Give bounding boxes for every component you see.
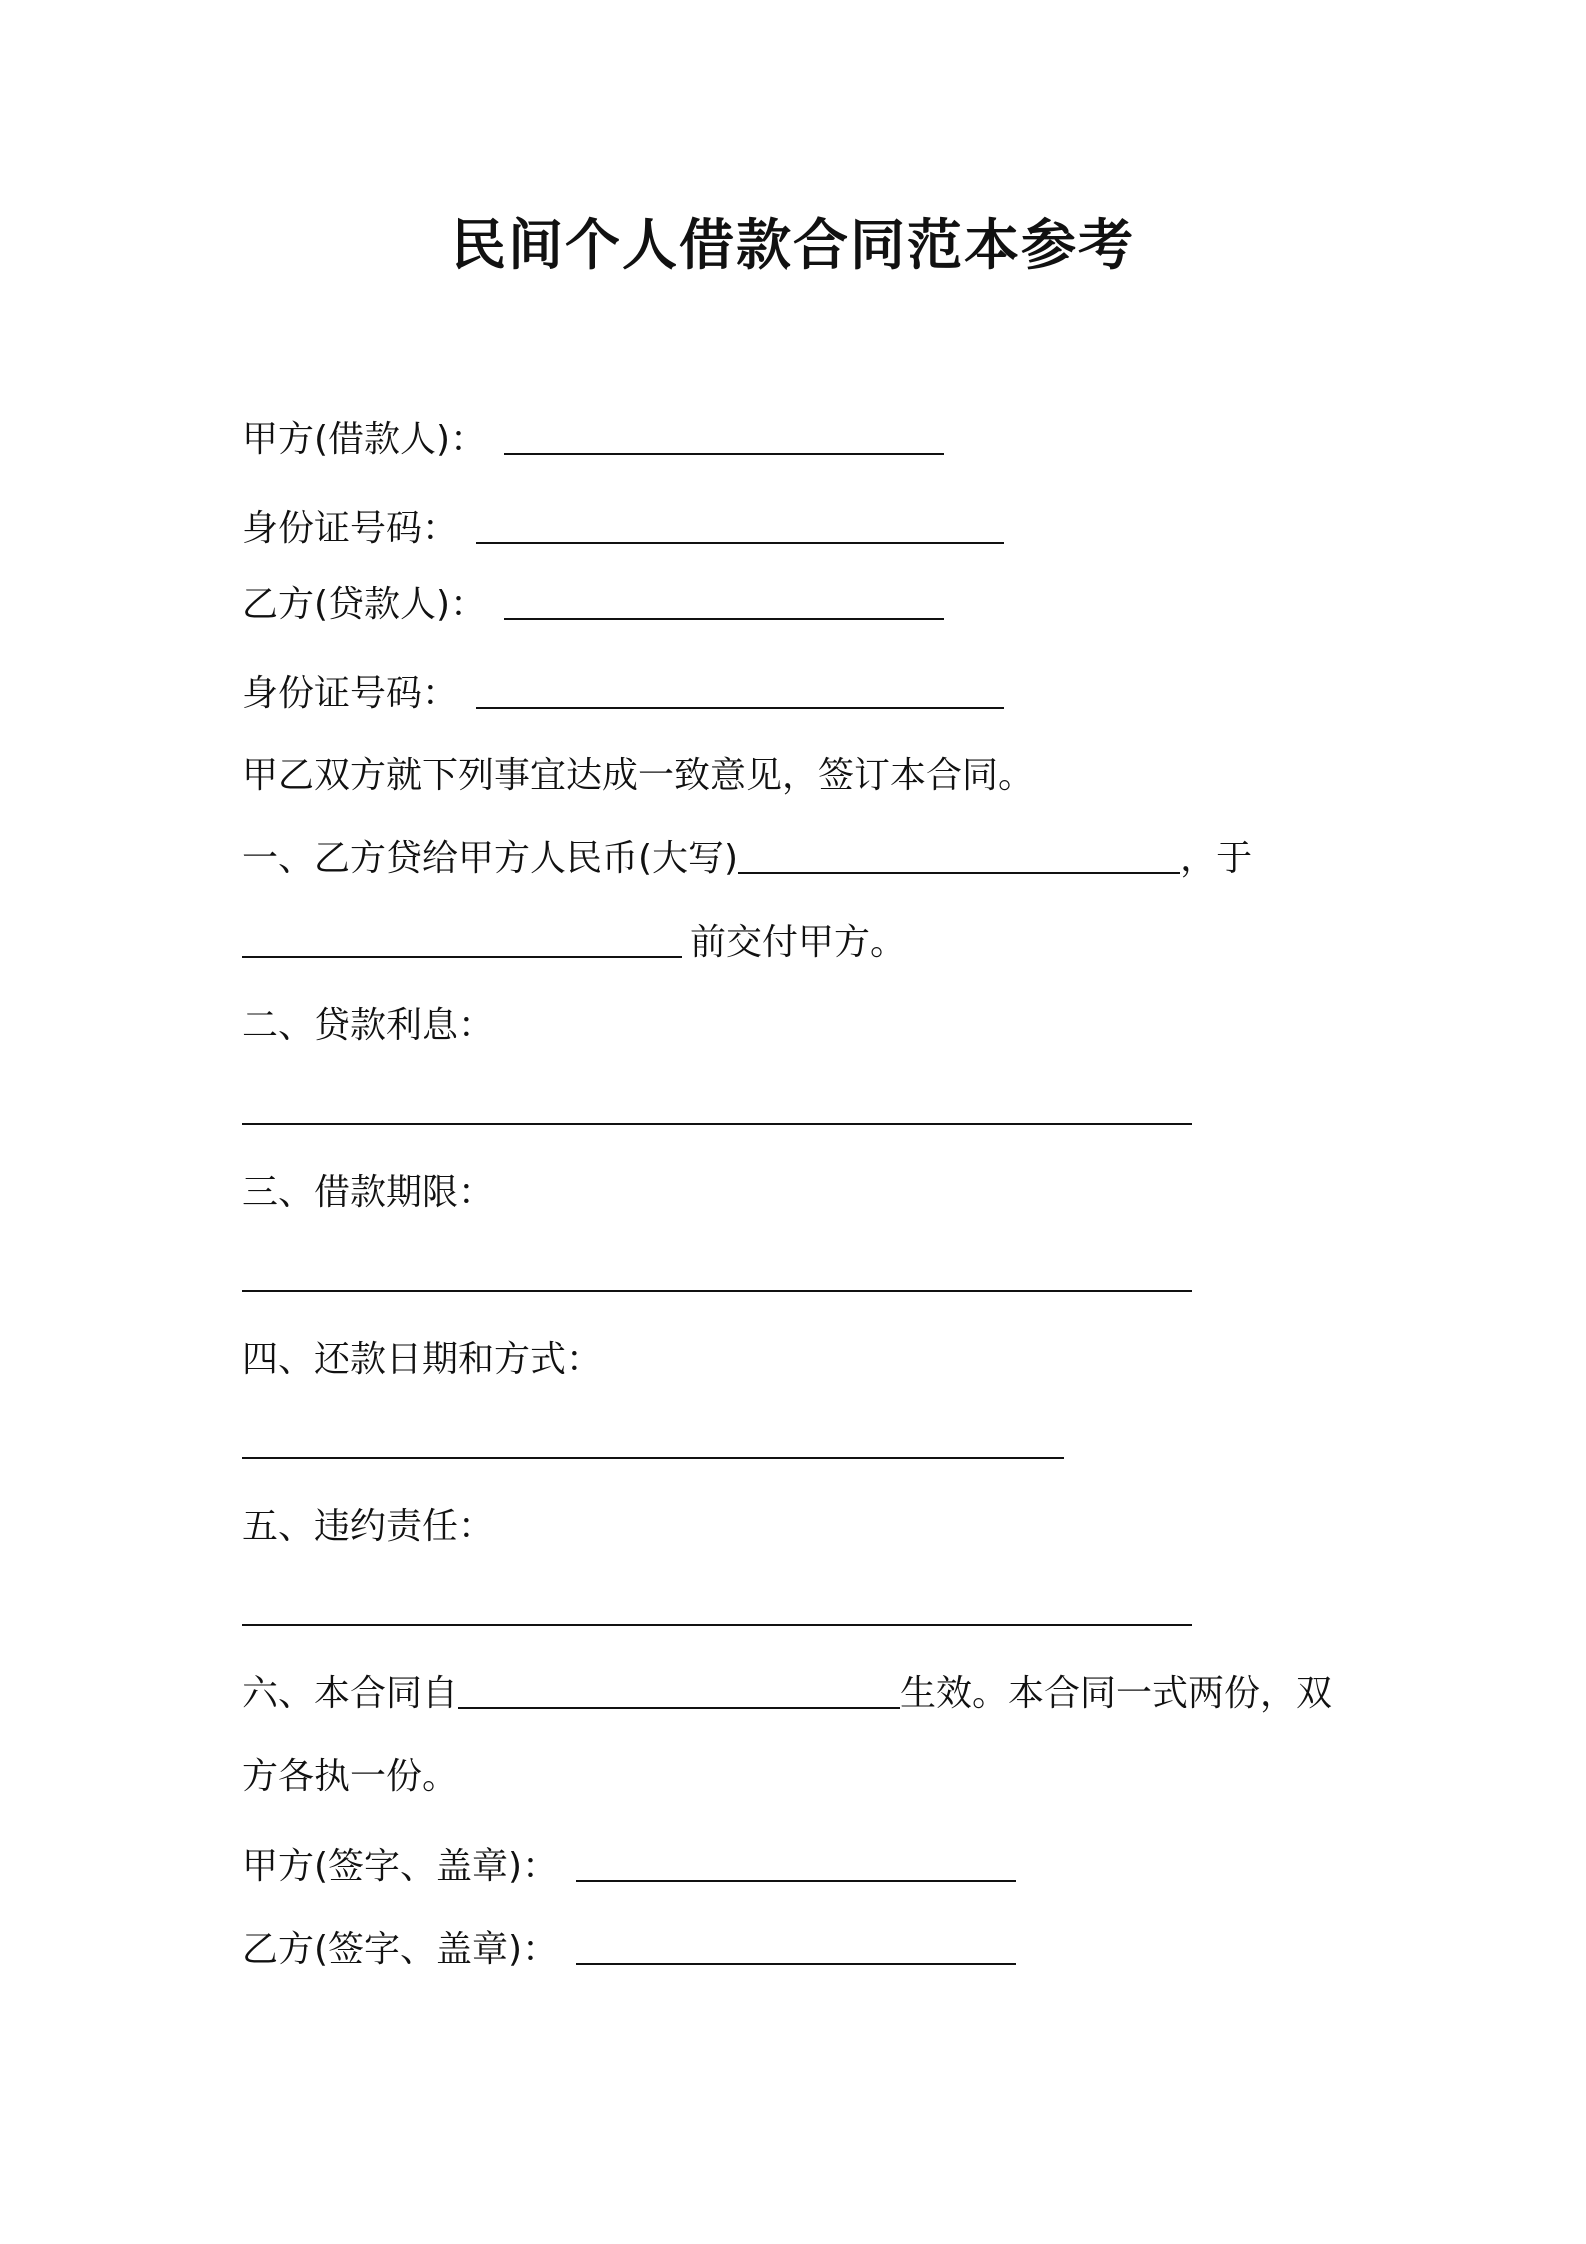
clause-3-label: 三、借款期限： [242,1172,495,1213]
effective-date-blank[interactable] [458,1671,900,1709]
clause-4-line [242,1419,1064,1469]
clause-1-line [242,834,1252,884]
clause-1-suffix: ，于 [1180,838,1253,879]
party-b-id-label: 身份证号码： [242,673,459,714]
clause-2-line [242,1085,1192,1135]
sign-b-blank[interactable] [576,1927,1016,1965]
party-b-id-blank[interactable] [476,671,1004,709]
party-b-name-blank[interactable] [504,582,944,620]
party-b-line [242,580,944,630]
clause-1-cont-text: 前交付甲方。 [690,922,907,963]
party-a-id-blank[interactable] [476,506,1004,544]
party-a-line [242,415,944,465]
sign-a-blank[interactable] [576,1844,1016,1882]
repayment-blank[interactable] [242,1421,1064,1459]
party-a-id-label: 身份证号码： [242,508,459,549]
clause-5-label: 五、违约责任： [242,1506,495,1547]
sign-b-label: 乙方(签字、盖章)： [242,1929,559,1970]
page-title: 民间个人借款合同范本参考 [450,213,1135,277]
party-b-label: 乙方(贷款人)： [242,584,487,625]
party-a-name-blank[interactable] [504,417,944,455]
delivery-date-blank[interactable] [242,920,682,958]
sign-a-line [242,1842,1016,1892]
loan-amount-blank[interactable] [738,836,1180,874]
intro-text: 甲乙双方就下列事宜达成一致意见，签订本合同。 [242,755,1035,796]
clause-3-line [242,1252,1192,1302]
clause-6-text: 六、本合同自 [242,1673,459,1714]
sign-b-line [242,1925,1016,1975]
clause-6-line [242,1669,1332,1719]
party-a-label: 甲方(借款人)： [242,419,487,460]
loan-term-blank[interactable] [242,1254,1192,1292]
party-b-id-line [242,669,1004,719]
clause-6-cont-text: 方各执一份。 [242,1756,459,1797]
clause-6-suffix: 生效。本合同一式两份，双 [900,1673,1333,1714]
clause-1-cont-line [242,918,906,968]
party-a-id-line [242,504,1004,554]
clause-2-label: 二、贷款利息： [242,1005,495,1046]
clause-5-line [242,1586,1192,1636]
sign-a-label: 甲方(签字、盖章)： [242,1846,559,1887]
clause-4-label: 四、还款日期和方式： [242,1339,603,1380]
breach-liability-blank[interactable] [242,1588,1192,1626]
clause-1-text: 一、乙方贷给甲方人民币(大写) [242,838,739,879]
interest-blank[interactable] [242,1087,1192,1125]
